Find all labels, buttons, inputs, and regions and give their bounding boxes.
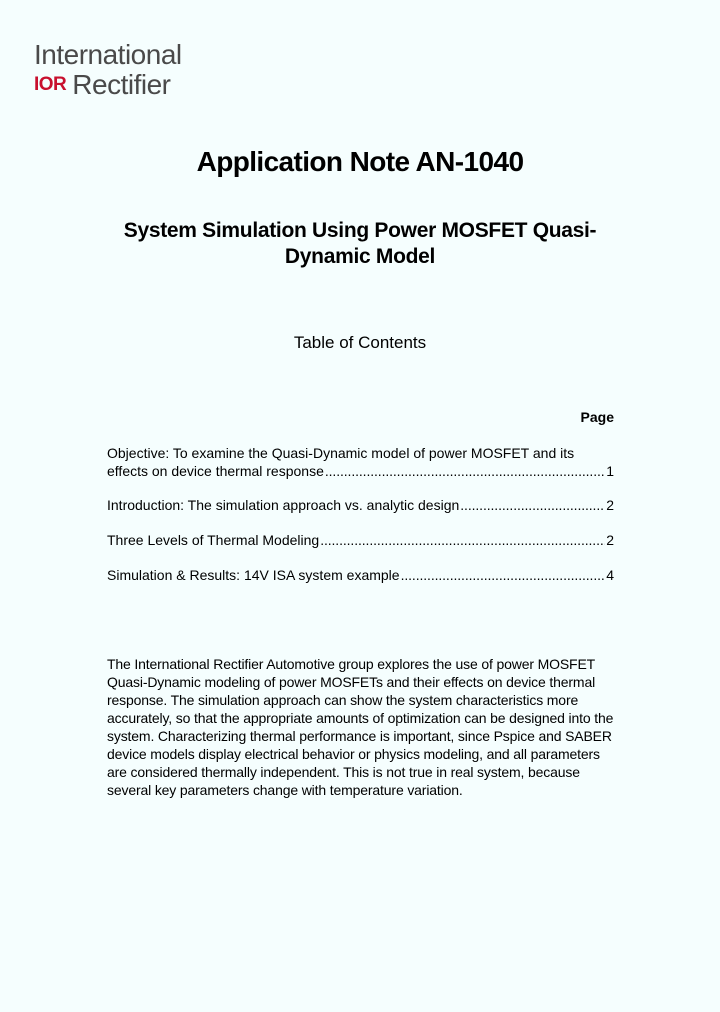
dot-leader [320, 531, 605, 549]
ior-logo-mark: IOR [34, 74, 67, 95]
toc-page-number: 2 [606, 532, 614, 548]
logo-line-international: International [34, 39, 182, 70]
toc-page-number: 1 [606, 463, 614, 479]
company-logo [34, 40, 194, 100]
toc-entry-line1: Objective: To examine the Quasi-Dynamic model of power MOSFET and its [107, 445, 575, 461]
toc-entry-text: Introduction: The simulation approach vs. analytic design [107, 497, 460, 513]
abstract-paragraph: The International Rectifier Automotive group explores the use of power MOSFET Quasi-Dynamic modeling of power MOSFETs and their effects on device thermal response. The simulation approach can show the system characteristics more accurately, so that the appropriate amounts of optimization can be designed into the system. Characterizing thermal performance is important, since Pspice and SABER device models display electrical behavior or physics modeling, and all parameters are considered thermally independent. This is not true in real system, because several key parameters change with temperature variation. [107, 656, 614, 798]
toc-entry-objective[interactable] [107, 444, 614, 480]
toc-entry-simulation-results[interactable] [107, 566, 614, 584]
logo-line-rectifier: Rectifier [72, 69, 171, 100]
toc-entry-thermal-modeling[interactable] [107, 531, 614, 549]
dot-leader [325, 462, 605, 480]
toc-page-column-label: Page [580, 409, 614, 425]
toc-entry-introduction[interactable] [107, 496, 614, 514]
dot-leader [460, 496, 605, 514]
document-subtitle: System Simulation Using Power MOSFET Quasi-Dynamic Model [123, 219, 597, 268]
document-title: Application Note AN-1040 [196, 146, 524, 177]
toc-page-number: 4 [606, 567, 614, 583]
toc-heading: Table of Contents [293, 333, 427, 352]
toc-page-number: 2 [606, 497, 614, 513]
table-of-contents [107, 444, 614, 584]
toc-entry-text: Simulation & Results: 14V ISA system example [107, 567, 400, 583]
toc-entry-text: Three Levels of Thermal Modeling [107, 532, 320, 548]
dot-leader [401, 566, 606, 584]
toc-entry-text: effects on device thermal response [107, 463, 324, 479]
